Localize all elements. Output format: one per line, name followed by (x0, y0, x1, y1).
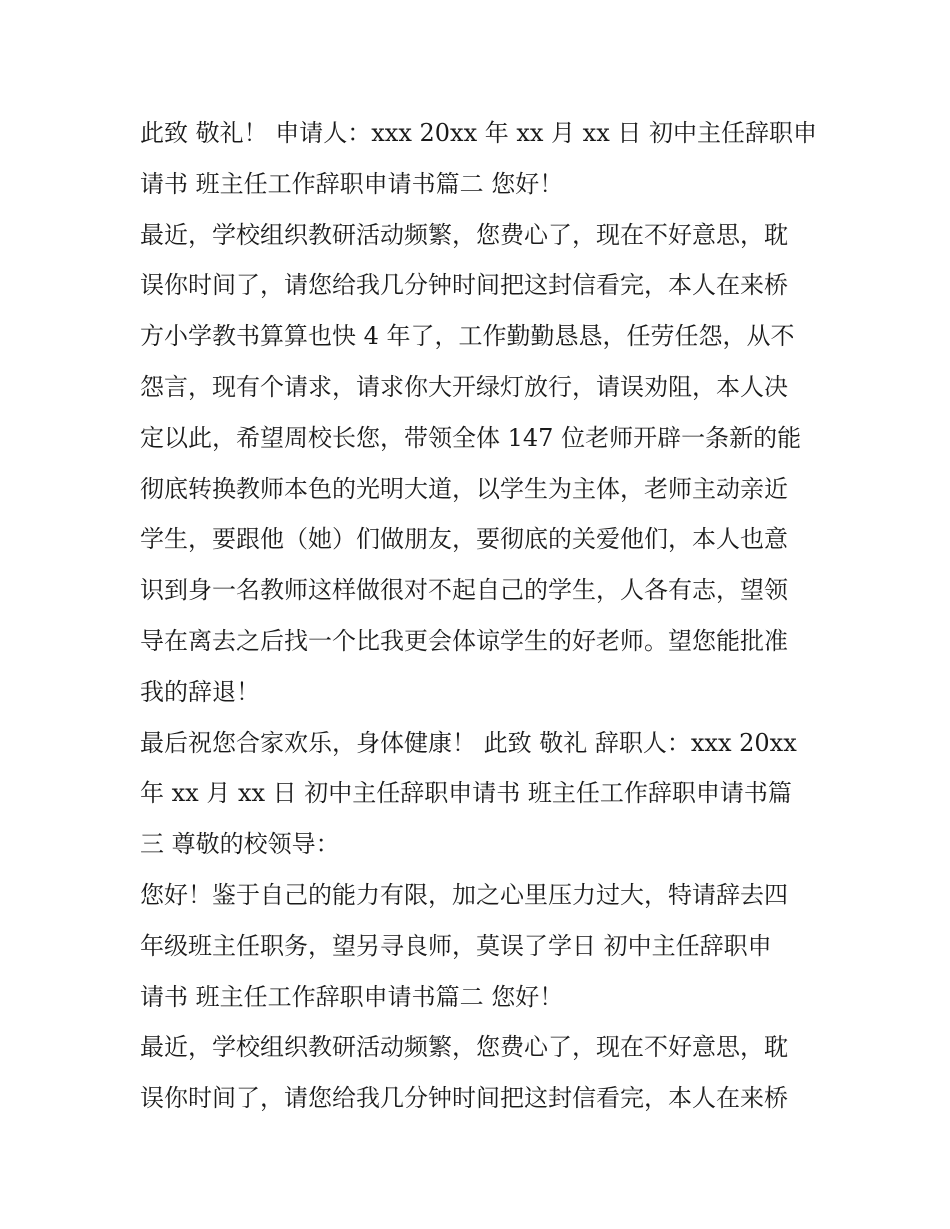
text-line: 您好！鉴于自己的能力有限，加之心里压力过大，特请辞去四 (140, 880, 788, 909)
document-body (140, 108, 820, 1124)
text-line: 我的辞退！ (140, 677, 260, 706)
text-line: 最后祝您合家欢乐，身体健康！ 此致 敬礼 辞职人：xxx 20xx (140, 728, 797, 757)
text-line: 误你时间了，请您给我几分钟时间把这封信看完，本人在来桥 (140, 271, 788, 300)
text-line: 学生，要跟他（她）们做朋友，要彻底的关爱他们，本人也意 (140, 525, 788, 554)
text-line: 三 尊敬的校领导： (140, 830, 340, 859)
text-line: 导在离去之后找一个比我更会体谅学生的好老师。望您能批准 (140, 626, 788, 655)
text-line: 年级班主任职务，望另寻良师，莫误了学日 初中主任辞职申 (140, 931, 772, 960)
text-line: 识到身一名教师这样做很对不起自己的学生，人各有志，望领 (140, 576, 788, 605)
text-line: 请书 班主任工作辞职申请书篇二 您好！ (140, 169, 564, 198)
text-line: 请书 班主任工作辞职申请书篇二 您好！ (140, 982, 564, 1011)
text-line: 定以此，希望周校长您，带领全体 147 位老师开辟一条新的能 (140, 423, 802, 452)
text-line: 此致 敬礼！ 申请人：xxx 20xx 年 xx 月 xx 日 初中主任辞职申 (140, 119, 818, 147)
text-line: 方小学教书算算也快 4 年了，工作勤勤恳恳，任劳任怨，从不 (140, 322, 795, 351)
text-line: 年 xx 月 xx 日 初中主任辞职申请书 班主任工作辞职申请书篇 (140, 779, 792, 808)
text-line: 最近，学校组织教研活动频繁，您费心了，现在不好意思，耽 (140, 220, 788, 249)
text-line: 彻底转换教师本色的光明大道，以学生为主体，老师主动亲近 (140, 474, 788, 503)
text-line: 怨言，现有个请求，请求你大开绿灯放行，请误劝阻，本人决 (140, 372, 788, 401)
text-line: 最近，学校组织教研活动频繁，您费心了，现在不好意思，耽 (140, 1033, 788, 1062)
text-line: 误你时间了，请您给我几分钟时间把这封信看完，本人在来桥 (140, 1084, 788, 1113)
